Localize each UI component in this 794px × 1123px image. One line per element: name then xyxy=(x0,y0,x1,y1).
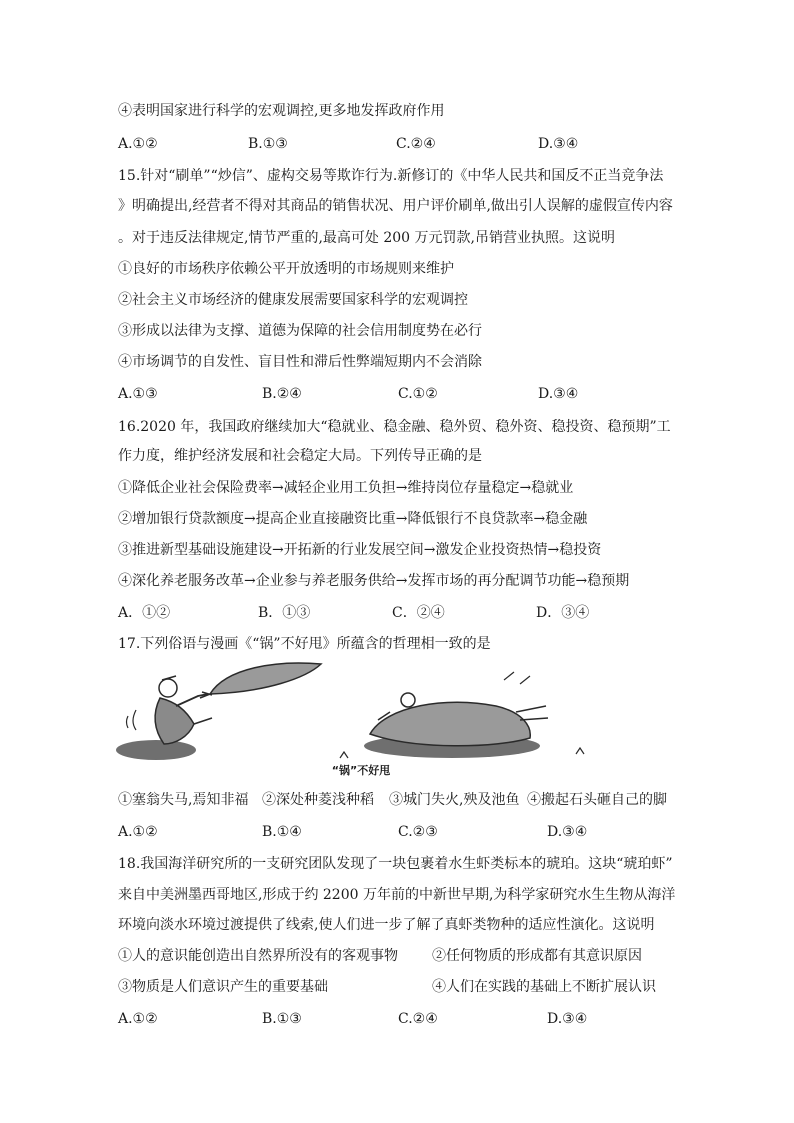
q17-item-2: ②深处种菱浅种稻 xyxy=(262,792,374,808)
q16-option-b: B．①③ xyxy=(258,605,311,621)
q16-option-a: A．①② xyxy=(118,605,171,621)
q17-option-c: C.②③ xyxy=(398,824,438,840)
q17-option-d: D.③④ xyxy=(547,824,588,840)
q14-option-a: A.①② xyxy=(118,136,158,152)
q15-option-a: A.①③ xyxy=(118,386,158,402)
q16-item-3: ③推进新型基础设施建设→开拓新的行业发展空间→激发企业投资热情→稳投资 xyxy=(118,542,602,558)
q17-item-3: ③城门失火,殃及池鱼 xyxy=(389,792,520,808)
q18-stem-line-1: 18.我国海洋研究所的一支研究团队发现了一块包裹着水生虾类标本的琥珀。这块“琥珀虾” xyxy=(118,856,673,872)
q15-item-2: ②社会主义市场经济的健康发展需要国家科学的宏观调控 xyxy=(118,292,468,308)
q15-option-c: C.①② xyxy=(398,386,438,402)
q17-item-4: ④搬起石头砸自己的脚 xyxy=(527,792,667,808)
q17-option-a: A.①② xyxy=(118,824,158,840)
q16-option-c: C．②④ xyxy=(392,605,445,621)
q16-stem-line-1: 16.2020 年，我国政府继续加大“稳就业、稳金融、稳外贸、稳外资、稳投资、稳预期”工 xyxy=(118,419,671,435)
q15-option-d: D.③④ xyxy=(538,386,579,402)
q18-item-2: ②任何物质的形成都有其意识原因 xyxy=(432,948,642,964)
q15-stem-line-2: 》明确提出,经营者不得对其商品的销售状况、用户评价刷单,做出引人误解的虚假宣传内容 xyxy=(118,198,673,214)
q18-stem-line-2: 来自中美洲墨西哥地区,形成于约 2200 万年前的中新世早期,为科学家研究水生生物从海洋 xyxy=(118,887,676,903)
q16-item-1: ①降低企业社会保险费率→减轻企业用工负担→维持岗位存量稳定→稳就业 xyxy=(118,480,574,496)
cartoon-guo-bu-hao-shuai xyxy=(116,658,606,778)
q15-stem-line-3: 。对于违反法律规定,情节严重的,最高可处 200 万元罚款,吊销营业执照。这说明 xyxy=(118,230,615,246)
q17-stem: 17.下列俗语与漫画《“锅”不好甩》所蕴含的哲理相一致的是 xyxy=(118,636,491,652)
q15-stem-line-1: 15.针对“刷单”“炒信”、虚构交易等欺诈行为.新修订的《中华人民共和国反不正当竞争法 xyxy=(118,168,664,184)
q16-item-4: ④深化养老服务改革→企业参与养老服务供给→发挥市场的再分配调节功能→稳预期 xyxy=(118,573,630,589)
q18-option-a: A.①② xyxy=(118,1011,158,1027)
q17-option-b: B.①④ xyxy=(262,824,302,840)
q15-option-b: B.②④ xyxy=(262,386,302,402)
q18-stem-line-3: 环境向淡水环境过渡提供了线索,使人们进一步了解了真虾类物种的适应性演化。这说明 xyxy=(118,917,655,933)
pot-landing-illustration xyxy=(364,672,548,758)
q18-option-b: B.①③ xyxy=(262,1011,302,1027)
q18-item-3: ③物质是人们意识产生的重要基础 xyxy=(118,979,328,995)
q16-item-2: ②增加银行贷款额度→提高企业直接融资比重→降低银行不良贷款率→稳金融 xyxy=(118,511,588,527)
flying-pot-illustration xyxy=(200,663,321,698)
q16-option-d: D．③④ xyxy=(536,605,590,621)
q17-item-1: ①塞翁失马,焉知非福 xyxy=(118,792,249,808)
q18-item-1: ①人的意识能创造出自然界所没有的客观事物 xyxy=(118,948,398,964)
q14-item-4: ④表明国家进行科学的宏观调控,更多地发挥政府作用 xyxy=(118,103,445,119)
cartoon-caption: “锅”不好甩 xyxy=(331,764,391,777)
q15-item-4: ④市场调节的自发性、盲目性和滞后性弊端短期内不会消除 xyxy=(118,354,482,370)
q14-option-c: C.②④ xyxy=(396,136,436,152)
q16-stem-line-2: 作力度，维护经济发展和社会稳定大局。下列传导正确的是 xyxy=(118,448,482,464)
q15-item-1: ①良好的市场秩序依赖公平开放透明的市场规则来维护 xyxy=(118,261,454,277)
q18-option-d: D.③④ xyxy=(547,1011,588,1027)
q14-option-d: D.③④ xyxy=(538,136,579,152)
thrower-figure-illustration xyxy=(116,676,212,760)
q18-item-4: ④人们在实践的基础上不断扩展认识 xyxy=(432,979,656,995)
q14-option-b: B.①③ xyxy=(248,136,288,152)
q18-option-c: C.②④ xyxy=(398,1011,438,1027)
q15-item-3: ③形成以法律为支撑、道德为保障的社会信用制度势在必行 xyxy=(118,323,482,339)
